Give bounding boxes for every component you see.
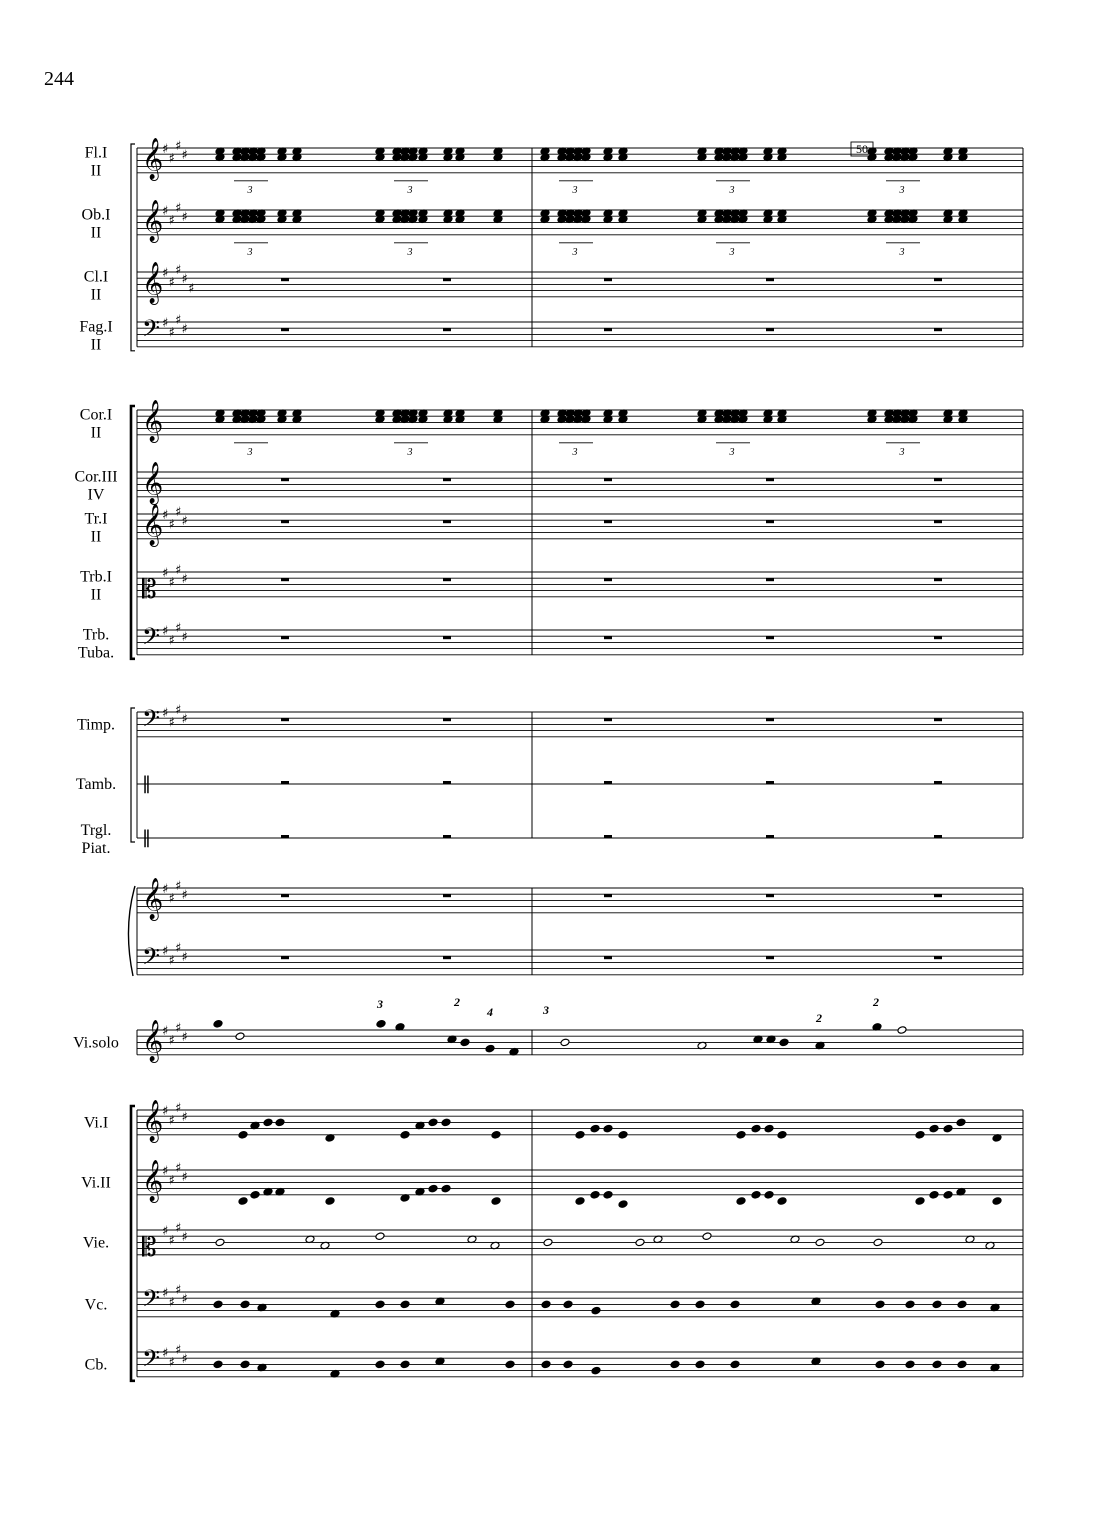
- string-note: [875, 1300, 885, 1309]
- sharp-sign: ♯: [181, 950, 188, 966]
- string-note: [400, 1131, 410, 1140]
- rest: [281, 328, 289, 331]
- string-note: [905, 1360, 915, 1369]
- string-note: [563, 1360, 573, 1369]
- sharp-sign: ♯: [168, 1233, 175, 1249]
- sharp-sign: ♯: [175, 1160, 182, 1176]
- rest: [604, 956, 612, 959]
- bracket: [131, 708, 135, 842]
- rest: [604, 520, 612, 523]
- sharp-sign: ♯: [181, 1170, 188, 1186]
- rest: [766, 328, 774, 331]
- string-note: [957, 1360, 967, 1369]
- sharp-sign: ♯: [181, 514, 188, 530]
- string-note: [428, 1118, 438, 1127]
- sharp-sign: ♯: [181, 572, 188, 588]
- triplet-number: 3: [899, 184, 905, 196]
- rest: [281, 478, 289, 481]
- sharp-sign: ♯: [162, 142, 169, 157]
- triplet-number: 3: [729, 446, 735, 458]
- triplet-number: 3: [247, 246, 253, 258]
- instrument-label-ob-2: II: [90, 224, 102, 242]
- instrument-label-tr-2: II: [90, 528, 102, 546]
- rest: [443, 894, 451, 897]
- string-note: [591, 1366, 601, 1375]
- instrument-label-timp: Timp.: [76, 716, 116, 734]
- triplet-number: 3: [407, 184, 413, 196]
- rest: [934, 956, 942, 959]
- fingering: 2: [816, 1011, 822, 1025]
- solo-note: [235, 1032, 245, 1041]
- clefs: [142, 138, 194, 1378]
- instrument-labels: [73, 144, 119, 1373]
- treble-clef: 𝄞: [142, 400, 164, 442]
- rest: [443, 636, 451, 639]
- string-note: [215, 1238, 225, 1247]
- sharp-sign: ♯: [162, 1164, 169, 1179]
- string-note: [428, 1184, 438, 1193]
- rest: [766, 278, 774, 281]
- solo-note: [897, 1026, 907, 1035]
- sharp-sign: ♯: [181, 1230, 188, 1246]
- sharp-sign: ♯: [175, 138, 182, 154]
- sharp-sign: ♯: [175, 312, 182, 328]
- rest: [934, 718, 942, 721]
- bass-clef: 𝄢: [142, 1344, 161, 1378]
- sharp-sign: ♯: [181, 712, 188, 728]
- rest: [443, 328, 451, 331]
- rest: [281, 956, 289, 959]
- sharp-sign: ♯: [168, 1295, 175, 1311]
- string-note: [815, 1238, 825, 1247]
- string-note: [915, 1131, 925, 1140]
- triplet-number: 3: [572, 446, 578, 458]
- fingering: 2: [454, 995, 460, 1009]
- instrument-label-fl: Fl.I: [84, 144, 108, 162]
- rest: [604, 718, 612, 721]
- instrument-label-cor12: Cor.I: [79, 406, 113, 424]
- sharp-sign: ♯: [168, 715, 175, 731]
- sharp-sign: ♯: [175, 1342, 182, 1358]
- rest: [604, 328, 612, 331]
- string-note: [240, 1300, 250, 1309]
- rest: [443, 520, 451, 523]
- string-note: [777, 1131, 787, 1140]
- solo-note: [460, 1038, 470, 1047]
- string-note: [932, 1300, 942, 1309]
- sharp-sign: ♯: [181, 630, 188, 646]
- fingering: 3: [543, 1003, 549, 1017]
- bass-clef: 𝄢: [142, 622, 161, 656]
- rest: [934, 478, 942, 481]
- instrument-label-fag-2: II: [90, 336, 102, 354]
- annotations: [247, 142, 905, 1025]
- rest: [443, 781, 451, 784]
- string-note: [956, 1118, 966, 1127]
- instrument-label-cor34: Cor.III: [74, 468, 118, 486]
- rest: [604, 278, 612, 281]
- instrument-label-v1: Vi.I: [83, 1114, 109, 1132]
- notes: [213, 147, 1002, 1378]
- rest: [934, 781, 942, 784]
- sharp-sign: ♯: [168, 517, 175, 533]
- string-note: [603, 1124, 613, 1133]
- string-note: [505, 1300, 515, 1309]
- page-number: 244: [44, 68, 74, 90]
- sharp-sign: ♯: [175, 1020, 182, 1036]
- string-note: [563, 1300, 573, 1309]
- string-note: [751, 1191, 761, 1200]
- rest: [281, 718, 289, 721]
- string-note: [238, 1131, 248, 1140]
- sharp-sign: ♯: [162, 1104, 169, 1119]
- sharp-sign: ♯: [168, 151, 175, 167]
- sharp-sign: ♯: [162, 508, 169, 523]
- sharp-sign: ♯: [175, 620, 182, 636]
- string-note: [751, 1124, 761, 1133]
- string-note: [730, 1300, 740, 1309]
- instrument-label-vc: Vc.: [84, 1296, 108, 1314]
- rest: [281, 894, 289, 897]
- sharp-sign: ♯: [162, 706, 169, 721]
- instrument-label-fl-2: II: [90, 162, 102, 180]
- rest: [934, 278, 942, 281]
- sharp-sign: ♯: [168, 325, 175, 341]
- sharp-sign: ♯: [162, 1024, 169, 1039]
- instrument-label-cor34-2: IV: [87, 486, 105, 504]
- string-note: [905, 1300, 915, 1309]
- fingering: 4: [487, 1005, 493, 1019]
- bass-clef: 𝄢: [142, 704, 161, 738]
- string-note: [375, 1232, 385, 1241]
- treble-clef: 𝄞: [142, 138, 164, 180]
- string-note: [441, 1184, 451, 1193]
- rest: [766, 578, 774, 581]
- triplet-number: 3: [407, 246, 413, 258]
- sharp-sign: ♯: [175, 262, 182, 278]
- string-note: [670, 1360, 680, 1369]
- sharp-sign: ♯: [181, 272, 188, 288]
- treble-clef: 𝄞: [142, 878, 164, 920]
- string-note: [736, 1197, 746, 1206]
- instrument-label-trgl-2: Piat.: [81, 840, 111, 857]
- rest: [934, 520, 942, 523]
- sharp-sign: ♯: [168, 1113, 175, 1129]
- string-note: [541, 1300, 551, 1309]
- sharp-sign: ♯: [175, 1100, 182, 1116]
- rest: [766, 636, 774, 639]
- string-note: [575, 1197, 585, 1206]
- bass-clef: 𝄢: [142, 1284, 161, 1318]
- sharp-sign: ♯: [175, 940, 182, 956]
- bracket: [131, 406, 135, 659]
- treble-clef: 𝄞: [142, 504, 164, 546]
- fingering: 3: [377, 997, 383, 1011]
- instrument-label-trb12: Trb.I: [80, 568, 112, 586]
- string-note: [764, 1124, 774, 1133]
- sharp-sign: ♯: [175, 562, 182, 578]
- string-note: [992, 1197, 1002, 1206]
- bass-clef: 𝄢: [142, 942, 161, 976]
- triplet-number: 3: [729, 184, 735, 196]
- rest: [443, 478, 451, 481]
- sharp-sign: ♯: [162, 1224, 169, 1239]
- rest: [934, 894, 942, 897]
- rehearsal-mark: 50: [856, 142, 868, 156]
- treble-clef: 𝄞: [142, 200, 164, 242]
- sharp-sign: ♯: [168, 213, 175, 229]
- rest: [766, 894, 774, 897]
- string-note: [400, 1360, 410, 1369]
- string-note: [590, 1191, 600, 1200]
- string-note: [929, 1191, 939, 1200]
- treble-clef: 𝄞: [142, 1160, 164, 1202]
- sharp-sign: ♯: [168, 1355, 175, 1371]
- sharp-sign: ♯: [175, 702, 182, 718]
- triplet-number: 3: [899, 446, 905, 458]
- string-note: [695, 1360, 705, 1369]
- instrument-label-trb12-2: II: [90, 586, 102, 604]
- rest: [766, 520, 774, 523]
- string-note: [240, 1360, 250, 1369]
- treble-clef: 𝄞: [142, 262, 164, 304]
- instrument-label-tamb: Tamb.: [75, 776, 117, 793]
- sharp-sign: ♯: [168, 891, 175, 907]
- string-note: [263, 1118, 273, 1127]
- sharp-sign: ♯: [162, 266, 169, 281]
- string-note: [238, 1197, 248, 1206]
- rest: [766, 781, 774, 784]
- bracket: [131, 144, 135, 351]
- instrument-label-ob: Ob.I: [81, 206, 111, 224]
- sharp-sign: ♯: [162, 1286, 169, 1301]
- string-note: [618, 1200, 628, 1209]
- string-note: [929, 1124, 939, 1133]
- string-note: [670, 1300, 680, 1309]
- sharp-sign: ♯: [168, 953, 175, 969]
- rest: [766, 478, 774, 481]
- string-note: [213, 1300, 223, 1309]
- string-note: [943, 1124, 953, 1133]
- rest: [281, 781, 289, 784]
- sharp-sign: ♯: [181, 322, 188, 338]
- bracket: [131, 1106, 135, 1381]
- string-note: [575, 1131, 585, 1140]
- sharp-sign: ♯: [168, 633, 175, 649]
- triplet-number: 3: [729, 246, 735, 258]
- bass-clef: 𝄢: [142, 314, 161, 348]
- triplet-number: 3: [247, 184, 253, 196]
- sharp-sign: ♯: [188, 281, 195, 297]
- sharp-sign: ♯: [168, 575, 175, 591]
- instrument-label-cb: Cb.: [84, 1356, 108, 1374]
- sharp-sign: ♯: [175, 1220, 182, 1236]
- sharp-sign: ♯: [181, 1110, 188, 1126]
- treble-clef: 𝄞: [142, 1020, 164, 1062]
- string-note: [702, 1232, 712, 1241]
- instrument-label-cl-2: II: [90, 286, 102, 304]
- triplet-number: 3: [572, 246, 578, 258]
- string-note: [875, 1360, 885, 1369]
- instrument-label-cl: Cl.I: [83, 268, 109, 286]
- string-note: [603, 1191, 613, 1200]
- sharp-sign: ♯: [162, 316, 169, 331]
- string-note: [618, 1131, 628, 1140]
- sharp-sign: ♯: [175, 1282, 182, 1298]
- string-note: [695, 1300, 705, 1309]
- instrument-label-vsolo: Vi.solo: [73, 1034, 119, 1052]
- rest: [934, 835, 942, 838]
- sharp-sign: ♯: [181, 1030, 188, 1046]
- solo-note: [376, 1020, 386, 1029]
- string-note: [873, 1238, 883, 1247]
- sharp-sign: ♯: [181, 148, 188, 164]
- instrument-label-v2: Vi.II: [81, 1174, 111, 1192]
- string-note: [635, 1238, 645, 1247]
- string-note: [736, 1131, 746, 1140]
- instrument-label-vie: Vie.: [82, 1234, 110, 1252]
- sharp-sign: ♯: [168, 275, 175, 291]
- sharp-sign: ♯: [162, 204, 169, 219]
- string-note: [590, 1124, 600, 1133]
- string-note: [275, 1118, 285, 1127]
- string-note: [932, 1360, 942, 1369]
- string-note: [441, 1118, 451, 1127]
- string-note: [375, 1360, 385, 1369]
- instrument-label-cor12-2: II: [90, 424, 102, 442]
- rest: [443, 278, 451, 281]
- rest: [604, 781, 612, 784]
- perc-clef: ‖: [142, 827, 151, 848]
- alto-clef: 𝄡: [142, 1232, 157, 1263]
- rest: [604, 835, 612, 838]
- string-note: [957, 1300, 967, 1309]
- sharp-sign: ♯: [168, 1033, 175, 1049]
- sharp-sign: ♯: [181, 888, 188, 904]
- sharp-sign: ♯: [162, 882, 169, 897]
- treble-clef: 𝄞: [142, 1100, 164, 1142]
- instrument-label-tr: Tr.I: [84, 510, 108, 528]
- sharp-sign: ♯: [162, 624, 169, 639]
- rest: [934, 328, 942, 331]
- sharp-sign: ♯: [175, 504, 182, 520]
- string-note: [491, 1197, 501, 1206]
- rest: [766, 956, 774, 959]
- string-note: [213, 1360, 223, 1369]
- triplet-number: 3: [407, 446, 413, 458]
- rest: [604, 894, 612, 897]
- string-note: [730, 1360, 740, 1369]
- solo-note: [485, 1044, 495, 1053]
- sharp-sign: ♯: [162, 566, 169, 581]
- triplet-number: 3: [899, 246, 905, 258]
- sharp-sign: ♯: [181, 1352, 188, 1368]
- rest: [604, 478, 612, 481]
- rest: [281, 835, 289, 838]
- triplet-number: 3: [572, 184, 578, 196]
- sharp-sign: ♯: [168, 1173, 175, 1189]
- triplet-number: 3: [247, 446, 253, 458]
- instrument-label-trbtuba-2: Tuba.: [77, 644, 115, 662]
- perc-clef: ‖: [142, 773, 151, 794]
- string-note: [325, 1197, 335, 1206]
- rest: [443, 578, 451, 581]
- rest: [281, 636, 289, 639]
- sharp-sign: ♯: [162, 944, 169, 959]
- solo-note: [560, 1038, 570, 1047]
- string-note: [541, 1360, 551, 1369]
- solo-note: [779, 1038, 789, 1047]
- rest: [604, 636, 612, 639]
- instrument-label-trgl: Trgl.: [80, 822, 112, 839]
- rest: [934, 636, 942, 639]
- string-note: [915, 1197, 925, 1206]
- sharp-sign: ♯: [181, 210, 188, 226]
- rest: [443, 718, 451, 721]
- rest: [281, 520, 289, 523]
- sharp-sign: ♯: [181, 1292, 188, 1308]
- rest: [604, 578, 612, 581]
- fingering: 2: [873, 995, 879, 1009]
- brackets: [128, 144, 135, 1381]
- piano-brace: [128, 886, 135, 976]
- string-note: [777, 1197, 787, 1206]
- string-note: [543, 1238, 553, 1247]
- rest: [281, 578, 289, 581]
- rest: [443, 956, 451, 959]
- instrument-label-trbtuba: Trb.: [82, 626, 110, 644]
- instrument-label-fag: Fag.I: [79, 318, 113, 336]
- string-note: [591, 1306, 601, 1315]
- string-note: [505, 1360, 515, 1369]
- rest: [443, 835, 451, 838]
- string-note: [491, 1131, 501, 1140]
- rest: [766, 835, 774, 838]
- rest: [766, 718, 774, 721]
- treble-clef: 𝄞: [142, 462, 164, 504]
- alto-clef: 𝄡: [142, 574, 157, 605]
- string-note: [250, 1191, 260, 1200]
- solo-note: [213, 1020, 223, 1029]
- string-note: [943, 1191, 953, 1200]
- string-note: [400, 1300, 410, 1309]
- string-note: [375, 1300, 385, 1309]
- sharp-sign: ♯: [175, 878, 182, 894]
- sharp-sign: ♯: [175, 200, 182, 216]
- sharp-sign: ♯: [162, 1346, 169, 1361]
- string-note: [764, 1191, 774, 1200]
- rest: [934, 578, 942, 581]
- rest: [281, 278, 289, 281]
